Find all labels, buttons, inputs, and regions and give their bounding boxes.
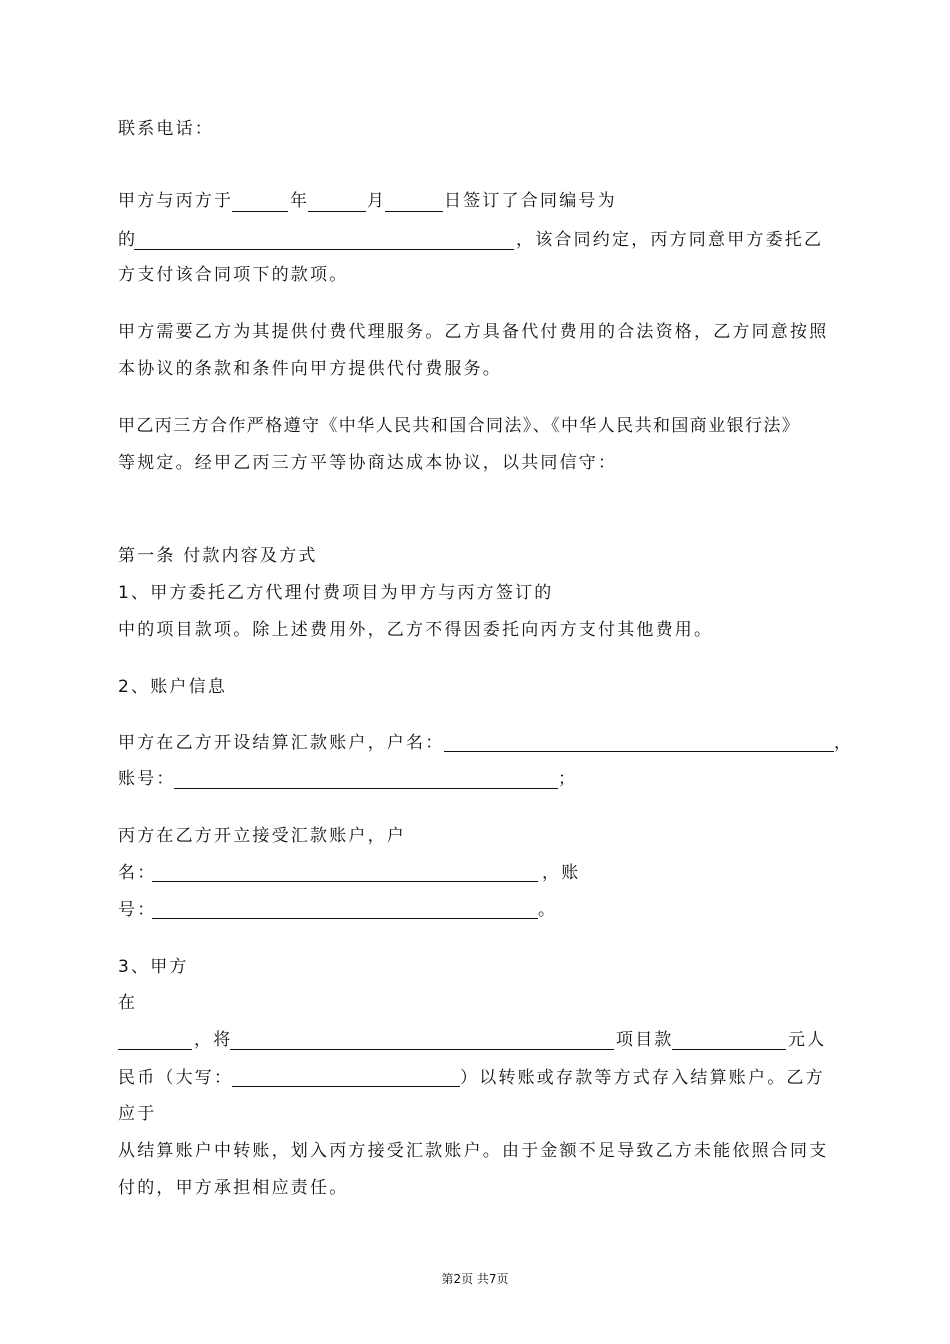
text: 甲方与丙方于 [118,191,234,211]
text: 付的，甲方承担相应责任。 [118,1178,349,1198]
text: 项目款 [616,1030,674,1050]
blank-party-c-account-name [152,881,538,882]
text: 方支付该合同项下的款项。 [118,265,349,285]
text: 2、账户信息 [118,677,228,697]
blank-amount-in-words [232,1086,460,1087]
text: 号： [118,900,157,920]
blank-party-c-account-number [152,918,538,919]
blank-year [232,211,288,212]
text: 从结算账户中转账，划入丙方接受汇款账户。由于金额不足导致乙方未能依照合同支 [118,1141,829,1161]
text: 。 [538,900,558,920]
text: 年 [290,191,310,211]
blank-month [308,211,366,212]
text: 3、甲方 [118,957,189,977]
text: 1、甲方委托乙方代理付费项目为甲方与丙方签订的 [118,583,554,603]
blank-day [385,211,443,212]
blank-date [118,1049,192,1050]
page-footer: 第2页 共7页 [441,1272,509,1286]
contact-phone-label: 联系电话： [118,119,214,139]
text: 月 [367,191,387,211]
text: 甲方需要乙方为其提供付费代理服务。乙方具备代付费用的合法资格，乙方同意按照 [118,322,829,342]
text: 甲方在乙方开设结算汇款账户，户名： [118,733,445,753]
text: 元人 [788,1030,827,1050]
text: 在 [118,993,138,1013]
text: 的 [118,230,138,250]
text: 丙方在乙方开立接受汇款账户，户 [118,826,406,846]
text: ）以转账或存款等方式存入结算账户。乙方 [460,1068,825,1088]
text: ， [834,733,854,753]
blank-contract-number [134,249,514,250]
text: 甲乙丙三方合作严格遵守《中华人民共和国合同法》、《中华人民共和国商业银行法》 [118,416,801,436]
text: 本协议的条款和条件向甲方提供代付费服务。 [118,359,502,379]
text: ，该合同约定，丙方同意甲方委托乙 [516,230,824,250]
text: 日签订了合同编号为 [444,191,617,211]
article-1-title: 第一条 付款内容及方式 [118,546,318,566]
text: ； [558,769,578,789]
text: 应于 [118,1104,157,1124]
text: 中的项目款项。除上述费用外，乙方不得因委托向丙方支付其他费用。 [118,620,714,640]
text: ，账 [542,863,581,883]
blank-amount [672,1049,786,1050]
text: 等规定。经甲乙丙三方平等协商达成本协议，以共同信守： [118,453,618,473]
text: 名： [118,863,157,883]
blank-party-a-account-number [174,788,558,789]
text: 账号： [118,769,176,789]
blank-party-a-account-name [444,751,834,752]
text: 民币（大写： [118,1068,234,1088]
text: ，将 [194,1030,233,1050]
blank-project [230,1049,614,1050]
